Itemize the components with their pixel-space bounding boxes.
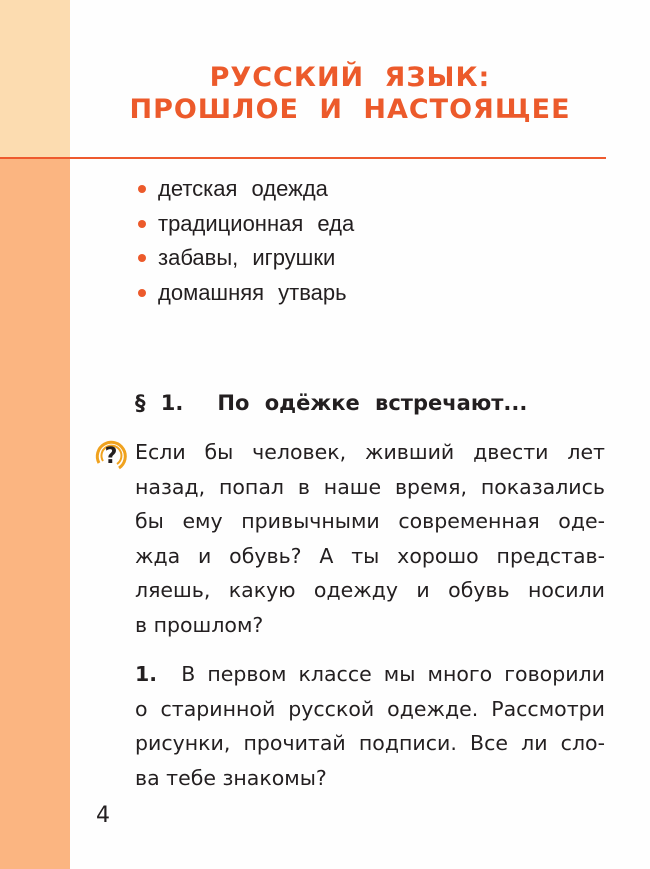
question-icon — [93, 437, 129, 473]
topic-item — [136, 207, 354, 242]
margin-strip-bottom — [0, 158, 70, 869]
text-line: о старинной русской одежде. Рассмотри — [135, 696, 605, 721]
section-number: § 1. — [135, 391, 184, 415]
bullet-icon — [138, 185, 146, 193]
topic-label: забавы, игрушки — [158, 245, 336, 270]
text-line: рисунки, прочитай подписи. Все ли сло- — [135, 731, 605, 755]
task-paragraph — [135, 657, 605, 795]
section-heading — [135, 388, 527, 418]
text-line: ляешь, какую одежду и обувь носили — [135, 578, 605, 602]
chapter-title — [70, 62, 630, 126]
bullet-icon — [138, 220, 146, 228]
topic-label: детская одежда — [158, 176, 328, 201]
text-line: жда и обувь? А ты хорошо представ- — [135, 543, 605, 568]
svg-text:?: ? — [104, 444, 118, 469]
topic-label: домашняя утварь — [158, 279, 347, 305]
task-number: 1. — [135, 662, 158, 686]
chapter-title-line1: РУССКИЙ ЯЗЫК: — [209, 62, 491, 93]
topic-item — [136, 276, 354, 311]
text-line: бы ему привычными современная оде- — [135, 509, 605, 533]
text-line: ва тебе знакомы? — [135, 765, 327, 790]
header-divider — [0, 157, 606, 159]
text-line — [135, 657, 605, 692]
margin-strip-top — [0, 0, 70, 158]
bullet-icon — [138, 254, 146, 262]
bullet-icon — [138, 289, 146, 297]
text-line: назад, попал в наше время, показались — [135, 474, 605, 499]
page-number: 4 — [96, 803, 110, 828]
topic-item — [136, 172, 354, 207]
task-text: В первом классе мы много говорили — [181, 662, 605, 686]
question-paragraph — [135, 435, 605, 642]
topic-item — [136, 241, 354, 276]
section-title: По одёжке встречают... — [217, 391, 528, 415]
chapter-title-line2: ПРОШЛОЕ И НАСТОЯЩЕЕ — [129, 94, 571, 125]
topic-label: традиционная еда — [158, 210, 355, 236]
topic-list — [136, 172, 354, 310]
text-line: Если бы человек, живший двести лет — [135, 440, 605, 464]
text-line: в прошлом? — [135, 612, 264, 637]
